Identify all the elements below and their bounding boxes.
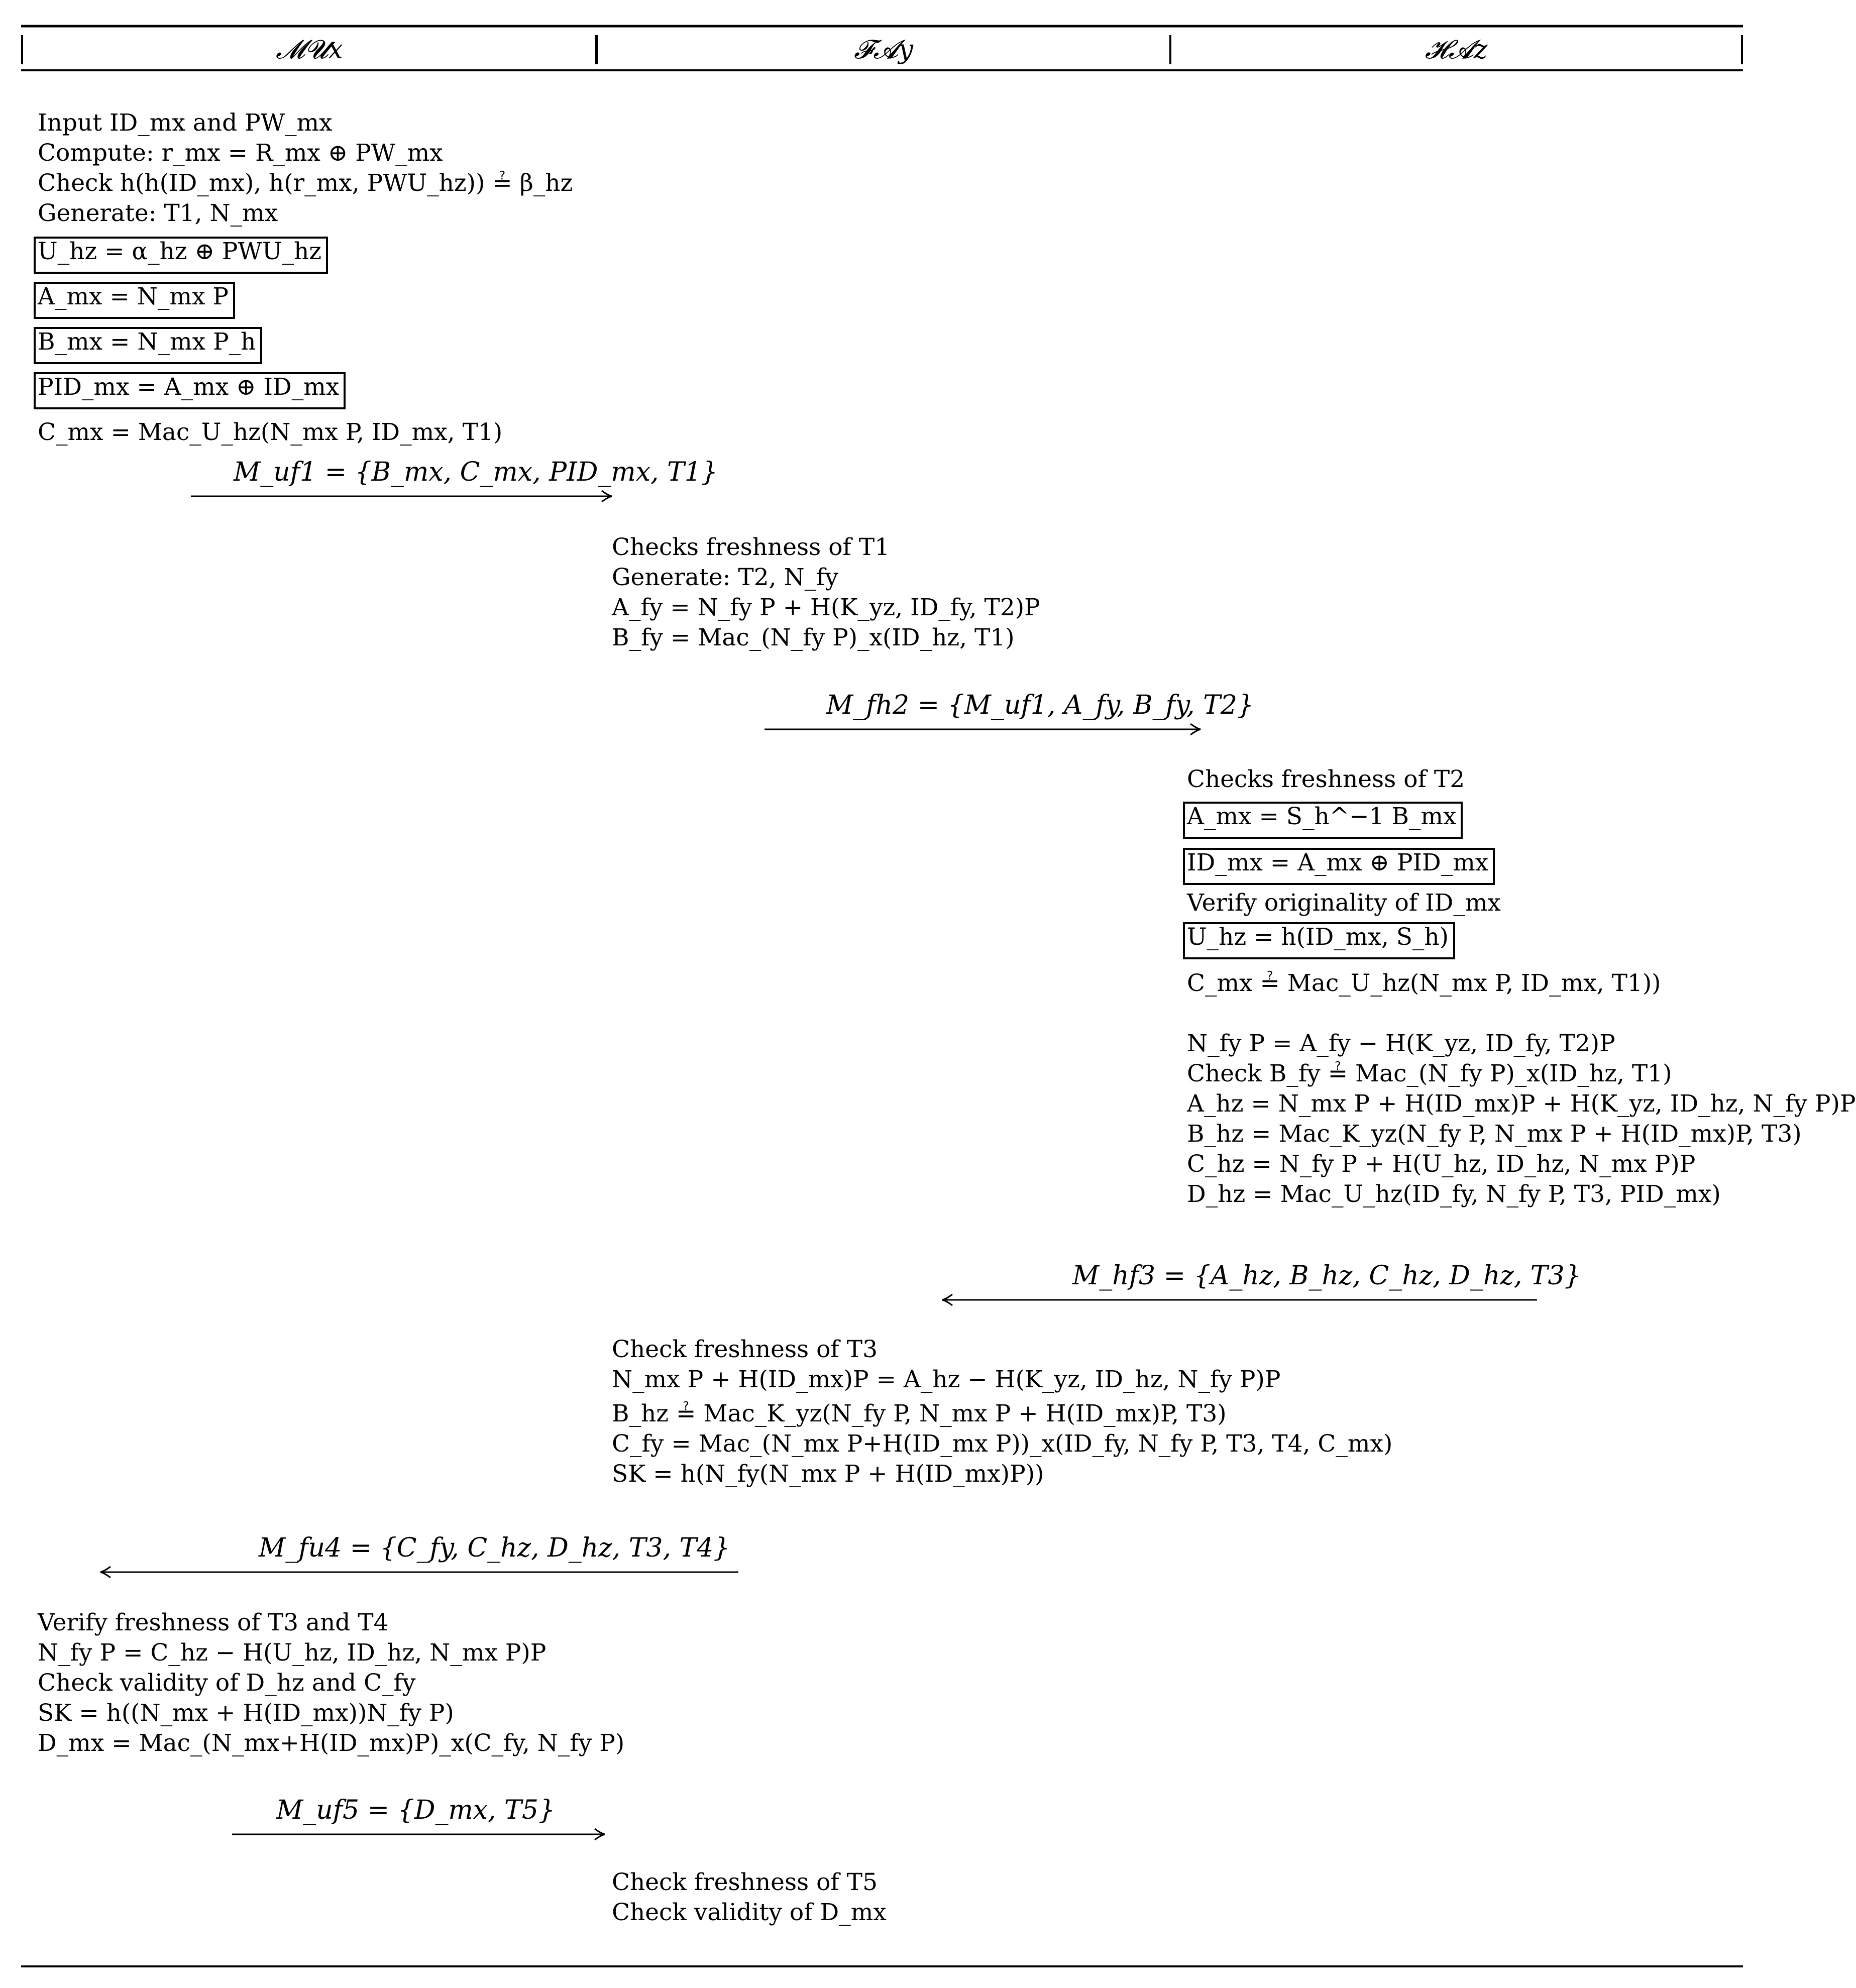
message-label: M_uf1 = {B_mx, C_mx, PID_mx, T1} [234,457,718,487]
boxed-equation: PID_mx = A_mx ⊕ ID_mx [38,373,340,401]
equation-line: Generate: T2, N_fy [612,564,839,591]
equation-line: C_mx = Mac_U_hz(N_mx P, ID_mx, T1) [38,418,503,446]
column-header-mu: 𝓜𝓤x [276,35,343,65]
equation-line: B_fy = Mac_(N_fy P)_x(ID_hz, T1) [612,624,1015,651]
equation-line: N_mx P + H(ID_mx)P = A_hz − H(K_yz, ID_hz, N_fy P)P [612,1366,1281,1393]
equation-line: A_hz = N_mx P + H(ID_mx)P + H(K_yz, ID_hz, N_fy P)P [1187,1090,1856,1118]
equation-line: B_hz = Mac_K_yz(N_fy P, N_mx P + H(ID_mx)P, T3) [1187,1120,1802,1148]
equation-line: Checks freshness of T2 [1187,765,1465,793]
column-header-ha: 𝓗𝓐z [1425,35,1488,65]
boxed-equation: ID_mx = A_mx ⊕ PID_mx [1187,849,1489,876]
equation-line: Verify freshness of T3 and T4 [38,1609,389,1636]
equation-line: N_fy P = C_hz − H(U_hz, ID_hz, N_mx P)P [38,1639,547,1667]
equation-line: SK = h(N_fy(N_mx P + H(ID_mx)P)) [612,1460,1044,1488]
message-label: M_uf5 = {D_mx, T5} [276,1795,556,1825]
boxed-equation: A_mx = S_h^−1 B_mx [1187,803,1457,830]
equation-line: C_hz = N_fy P + H(U_hz, ID_hz, N_mx P)P [1187,1150,1696,1178]
equation-line: Generate: T1, N_mx [38,199,278,227]
equation-line: Check B_fy ≟ Mac_(N_fy P)_x(ID_hz, T1) [1187,1060,1672,1087]
equation-line: A_fy = N_fy P + H(K_yz, ID_fy, T2)P [612,594,1040,621]
equation-line: B_hz ≟ Mac_K_yz(N_fy P, N_mx P + H(ID_mx)P, T3) [612,1400,1227,1427]
equation-line: Checks freshness of T1 [612,533,890,561]
boxed-equation: U_hz = α_hz ⊕ PWU_hz [38,238,322,265]
equation-line: Check h(h(ID_mx), h(r_mx, PWU_hz)) ≟ β_hz [38,169,573,197]
equation-line: D_hz = Mac_U_hz(ID_fy, N_fy P, T3, PID_mx) [1187,1180,1721,1208]
equation-line: Verify originality of ID_mx [1187,889,1501,917]
message-label: M_hf3 = {A_hz, B_hz, C_hz, D_hz, T3} [1072,1261,1581,1291]
equation-line: Check validity of D_mx [612,1899,887,1926]
equation-line: Check validity of D_hz and C_fy [38,1669,416,1697]
equation-line: N_fy P = A_fy − H(K_yz, ID_fy, T2)P [1187,1030,1615,1057]
equation-line: Input ID_mx and PW_mx [38,109,333,137]
column-header-fa: 𝓕𝓐y [854,35,913,65]
boxed-equation: B_mx = N_mx P_h [38,328,256,356]
equation-line: C_fy = Mac_(N_mx P+H(ID_mx P))_x(ID_fy, N_fy P, T3, T4, C_mx) [612,1430,1393,1458]
equation-line: D_mx = Mac_(N_mx+H(ID_mx)P)_x(C_fy, N_fy P) [38,1729,625,1757]
equation-line: Check freshness of T5 [612,1868,878,1896]
message-label: M_fu4 = {C_fy, C_hz, D_hz, T3, T4} [259,1533,730,1563]
equation-line: SK = h((N_mx + H(ID_mx))N_fy P) [38,1699,454,1727]
message-label: M_fh2 = {M_uf1, A_fy, B_fy, T2} [826,690,1254,720]
equation-line: Compute: r_mx = R_mx ⊕ PW_mx [38,139,443,167]
boxed-equation: A_mx = N_mx P [38,283,229,310]
equation-line: C_mx ≟ Mac_U_hz(N_mx P, ID_mx, T1)) [1187,969,1661,997]
equation-line: Check freshness of T3 [612,1336,878,1363]
boxed-equation: U_hz = h(ID_mx, S_h) [1187,923,1449,951]
